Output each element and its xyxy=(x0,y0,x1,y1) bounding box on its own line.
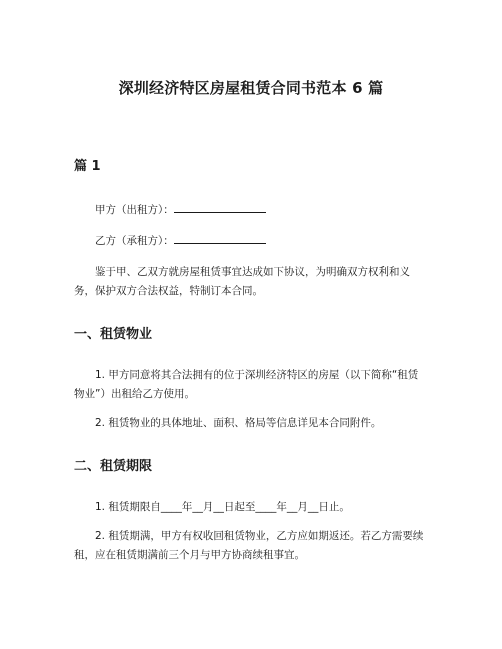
party-b-label: 乙方（承租方）： xyxy=(95,235,174,247)
intro-paragraph: 鉴于甲、乙双方就房屋租赁事宜达成如下协议，为明确双方权利和义务，保护双方合法权益，特制订本合同。 xyxy=(74,266,410,297)
lease-term-clause-1: 1. 租赁期限自____年__月__日起至____年__月__日止。 xyxy=(95,501,350,513)
party-b-line xyxy=(74,232,428,251)
document-title: 深圳经济特区房屋租赁合同书范本 6 篇 xyxy=(118,79,384,97)
lease-property-clause-1: 1. 甲方同意将其合法拥有的位于深圳经济特区的房屋（以下简称“租赁物业”）出租给乙方使用。 xyxy=(74,369,419,400)
section-heading-lease-term: 二、租赁期限 xyxy=(74,459,153,474)
lease-property-clause-2: 2. 租赁物业的具体地址、面积、格局等信息详见本合同附件。 xyxy=(95,417,382,429)
part-heading: 篇 1 xyxy=(74,159,101,174)
party-a-label: 甲方（出租方）： xyxy=(95,204,174,216)
section-heading-lease-property: 一、租赁物业 xyxy=(74,327,153,342)
party-a-blank xyxy=(174,202,266,213)
party-b-blank xyxy=(174,233,266,244)
party-a-line xyxy=(74,201,428,220)
lease-term-clause-2: 2. 租赁期满，甲方有权收回租赁物业，乙方应如期返还。若乙方需要续租，应在租赁期满前三个月与甲方协商续租事宜。 xyxy=(74,530,424,561)
